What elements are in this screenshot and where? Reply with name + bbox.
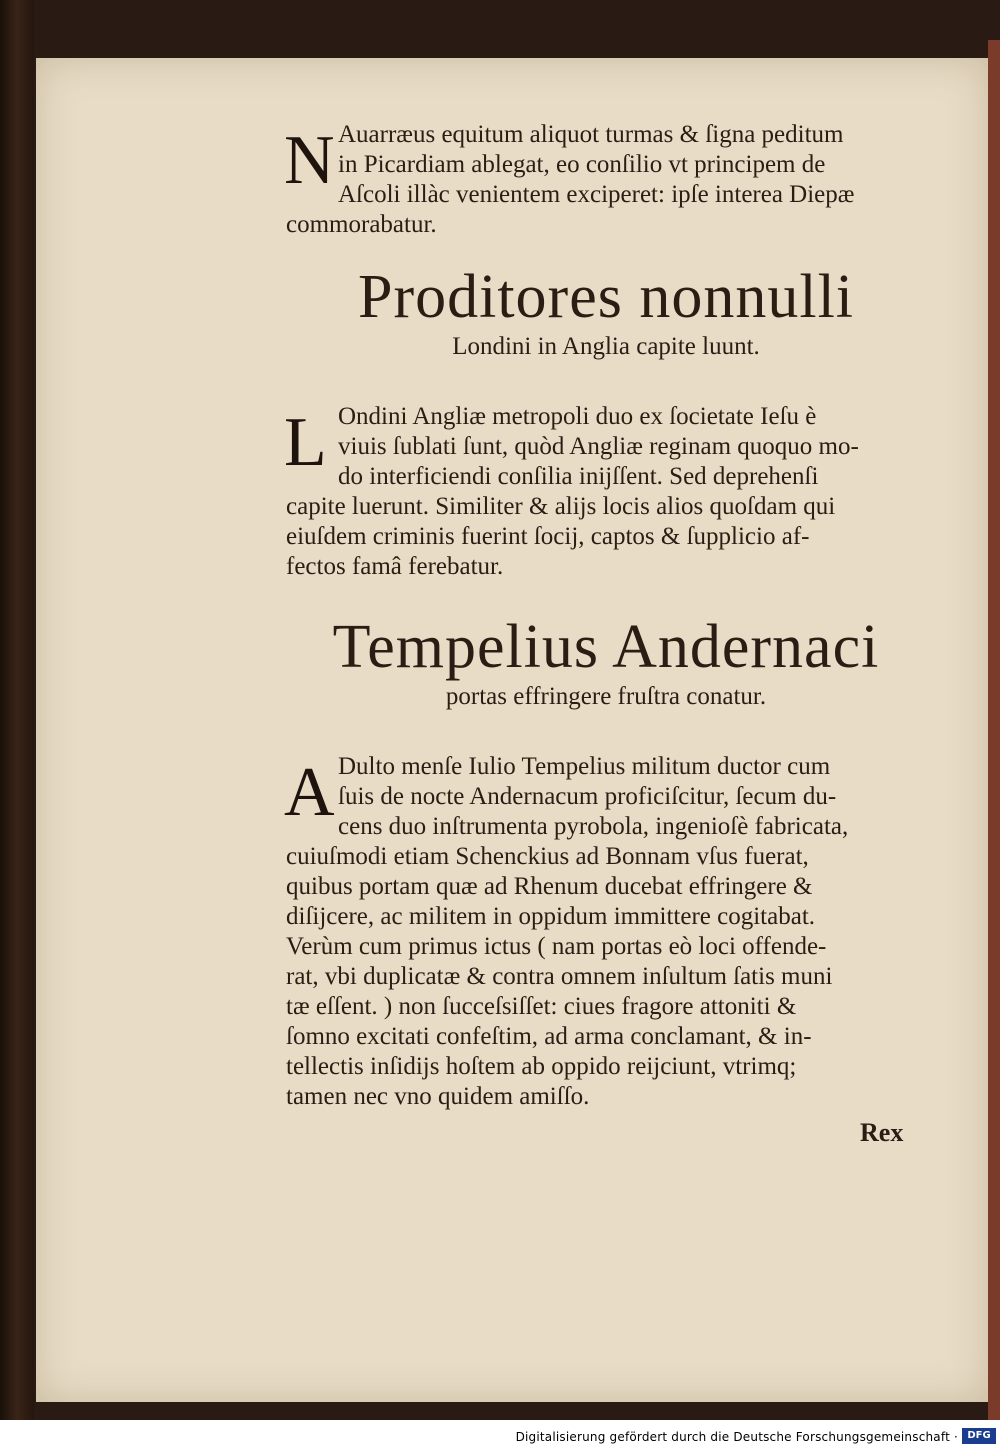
catchword: Rex: [860, 1118, 904, 1147]
dropcap-a: A: [284, 754, 335, 831]
dropcap-n: N: [284, 122, 335, 199]
text-line: capite luerunt. Similiter & alijs locis alios quoſdam qui: [286, 493, 836, 520]
heading-title: Tempelius Andernaci: [332, 613, 880, 681]
text-line: tæ eſſent. ) non ſucceſsiſſet: ciues fragore attoniti &: [286, 993, 797, 1020]
dfg-logo-icon[interactable]: DFG: [962, 1428, 996, 1444]
heading-tempelius: [286, 612, 926, 712]
text-line: rat, vbi duplicatæ & contra omnem inſultum ſatis muni: [286, 963, 833, 990]
text-line: fectos famâ ferebatur.: [286, 553, 504, 580]
book-page: [36, 58, 988, 1402]
text-line: Ondini Angliæ metropoli duo ex ſocietate Ieſu è: [338, 403, 817, 430]
text-line: Aſcoli illàc venientem exciperet: ipſe interea Diepæ: [338, 181, 855, 208]
paragraph-londini: [286, 402, 926, 582]
paragraph-navarraeus: [286, 120, 926, 240]
text-line: viuis ſublati ſunt, quòd Angliæ reginam quoquo mo-: [338, 433, 859, 460]
heading-title: Proditores nonnulli: [357, 263, 855, 331]
text-line: Dulto menſe Iulio Tempelius militum ductor cum: [338, 753, 831, 780]
text-line: Verùm cum primus ictus ( nam portas eò loci offende-: [286, 933, 827, 960]
text-line: do interficiendi conſilia inijſſent. Sed deprehenſi: [338, 463, 819, 490]
text-line: ſomno excitati confeſtim, ad arma conclamant, & in-: [286, 1023, 812, 1050]
text-line: commorabatur.: [286, 211, 437, 238]
heading-subtitle: Londini in Anglia capite luunt.: [452, 333, 760, 360]
footer-credit: Digitalisierung gefördert durch die Deutsche Forschungsgemeinschaft ·: [515, 1430, 958, 1444]
text-line: ſuis de nocte Andernacum proficiſcitur, ſecum du-: [338, 783, 837, 810]
text-line: cuiuſmodi etiam Schenckius ad Bonnam vſus fuerat,: [286, 843, 809, 870]
text-line: eiuſdem criminis fuerint ſocij, captos & ſupplicio af-: [286, 523, 810, 550]
text-line: cens duo inſtrumenta pyrobola, ingenioſè fabricata,: [338, 813, 849, 840]
footer-bar: [0, 1420, 1000, 1450]
heading-subtitle: portas effringere fruſtra conatur.: [445, 683, 767, 710]
text-line: tamen nec vno quidem amiſſo.: [286, 1083, 590, 1110]
paragraph-tempelius: [286, 752, 926, 1112]
text-line: tellectis inſidijs hoſtem ab oppido reijciunt, vtrimq;: [286, 1053, 797, 1080]
heading-proditores: [286, 262, 926, 362]
text-line: in Picardiam ablegat, eo conſilio vt principem de: [338, 151, 826, 178]
page-edge: [988, 40, 1000, 1420]
text-line: diſijcere, ac militem in oppidum immittere cogitabat.: [286, 903, 816, 930]
text-line: quibus portam quæ ad Rhenum ducebat effringere &: [286, 873, 813, 900]
dropcap-l: L: [284, 404, 327, 481]
book-binding: [0, 0, 34, 1420]
text-line: Auarræus equitum aliquot turmas & ſigna peditum: [338, 121, 844, 148]
